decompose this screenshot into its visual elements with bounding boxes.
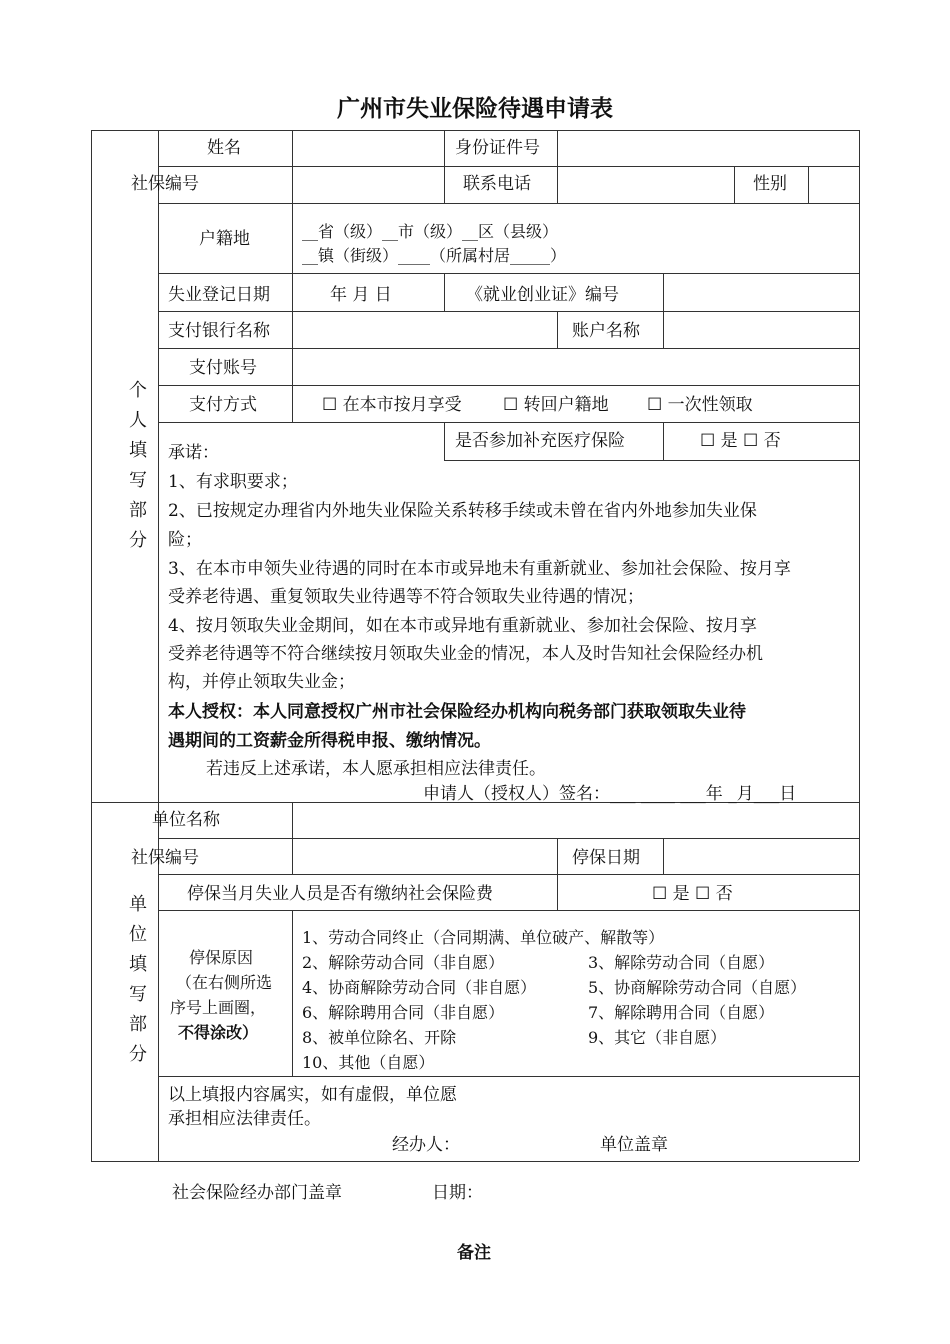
reason-option[interactable]: 5、协商解除劳动合同（自愿） bbox=[588, 978, 807, 997]
stop-date-label: 停保日期 bbox=[572, 848, 640, 868]
reason-option[interactable]: 1、劳动合同终止（合同期满、单位破产、解散等） bbox=[302, 928, 665, 947]
reason-option[interactable]: 4、协商解除劳动合同（非自愿） bbox=[302, 978, 537, 997]
reason-label: 序号上画圈， bbox=[170, 998, 267, 1017]
job-cert-field[interactable] bbox=[665, 275, 857, 309]
date-label: 日期： bbox=[432, 1183, 483, 1203]
social-no-field[interactable] bbox=[294, 168, 442, 201]
name-label: 姓名 bbox=[207, 138, 241, 158]
reason-option[interactable]: 10、其他（自愿） bbox=[302, 1053, 435, 1072]
reason-option[interactable]: 2、解除劳动合同（非自愿） bbox=[302, 953, 505, 972]
reason-option[interactable]: 6、解除聘用合同（非自愿） bbox=[302, 1003, 505, 1022]
promise-line: 险； bbox=[168, 530, 202, 550]
pay-method-label: 支付方式 bbox=[189, 395, 257, 415]
id-label: 身份证件号 bbox=[455, 138, 540, 158]
job-cert-label: 《就业创业证》编号 bbox=[466, 285, 619, 305]
form-title: 广州市失业保险待遇申请表 bbox=[337, 95, 613, 122]
phone-field[interactable] bbox=[559, 168, 732, 201]
bank-label: 支付银行名称 bbox=[168, 321, 270, 341]
reason-option[interactable]: 7、解除聘用合同（自愿） bbox=[588, 1003, 775, 1022]
reason-label: （在右侧所选 bbox=[176, 973, 273, 992]
unit-seal-label[interactable]: 单位盖章 bbox=[600, 1135, 668, 1155]
authorize-line: 本人授权：本人同意授权广州市社会保险经办机构向税务部门获取领取失业待 bbox=[168, 702, 746, 722]
supp-medical-label: 是否参加补充医疗保险 bbox=[455, 431, 625, 451]
account-name-field[interactable] bbox=[665, 313, 857, 346]
personal-section-label: 个人填写部分 bbox=[129, 380, 147, 551]
handler-label[interactable]: 经办人： bbox=[392, 1135, 460, 1155]
reason-option[interactable]: 9、其它（非自愿） bbox=[588, 1028, 727, 1047]
promise-title: 承诺： bbox=[168, 443, 219, 463]
promise-line: 2、已按规定办理省内外地失业保险关系转移手续或未曾在省内外地参加失业保 bbox=[168, 501, 757, 521]
promise-line: 受养老待遇、重复领取失业待遇等不符合领取失业待遇的情况； bbox=[168, 587, 644, 607]
promise-line: 1、有求职要求； bbox=[168, 472, 298, 492]
pay-option-lumpsum[interactable]: ☐ 一次性领取 bbox=[647, 395, 753, 415]
unit-social-no-label: 社保编号 bbox=[131, 848, 199, 868]
paid-insurance-options[interactable]: ☐ 是 ☐ 否 bbox=[652, 884, 733, 904]
gender-label: 性别 bbox=[753, 174, 787, 194]
name-field[interactable] bbox=[294, 132, 442, 164]
hukou-line1[interactable]: __省（级）__市（级）__区（县级） bbox=[302, 222, 559, 241]
unit-social-no-field[interactable] bbox=[294, 840, 555, 872]
promise-line: 3、在本市申领失业待遇的同时在本市或异地未有重新就业、参加社会保险、按月享 bbox=[168, 559, 791, 579]
unemp-date-label: 失业登记日期 bbox=[168, 285, 270, 305]
liability-statement: 若违反上述承诺，本人愿承担相应法律责任。 bbox=[206, 759, 546, 779]
pay-option-monthly[interactable]: ☐ 在本市按月享受 bbox=[322, 395, 462, 415]
office-seal-label: 社会保险经办部门盖章 bbox=[172, 1183, 342, 1203]
promise-line: 构，并停止领取失业金； bbox=[168, 672, 355, 692]
phone-label: 联系电话 bbox=[463, 174, 531, 194]
account-no-field[interactable] bbox=[294, 350, 857, 383]
supp-medical-options[interactable]: ☐ 是 ☐ 否 bbox=[700, 431, 781, 451]
unit-section-label: 单位填写部分 bbox=[129, 894, 147, 1065]
unit-name-field[interactable] bbox=[294, 804, 857, 836]
promise-line: 4、按月领取失业金期间，如在本市或异地有重新就业、参加社会保险、按月享 bbox=[168, 616, 757, 636]
authorize-line: 遇期间的工资薪金所得税申报、缴纳情况。 bbox=[168, 731, 491, 751]
account-no-label: 支付账号 bbox=[189, 358, 257, 378]
gender-field[interactable] bbox=[810, 168, 857, 201]
unemp-date-value[interactable]: 年 月 日 bbox=[330, 285, 392, 305]
reason-option[interactable]: 8、被单位除名、开除 bbox=[302, 1028, 457, 1047]
unit-name-label: 单位名称 bbox=[152, 810, 220, 830]
reason-label: 停保原因 bbox=[189, 948, 254, 967]
paid-insurance-label: 停保当月失业人员是否有缴纳社会保险费 bbox=[187, 884, 493, 904]
reason-option[interactable]: 3、解除劳动合同（自愿） bbox=[588, 953, 775, 972]
hukou-label: 户籍地 bbox=[199, 229, 250, 249]
account-name-label: 账户名称 bbox=[572, 321, 640, 341]
bank-field[interactable] bbox=[294, 313, 555, 346]
unit-declaration: 以上填报内容属实，如有虚假，单位愿 bbox=[168, 1085, 457, 1105]
promise-line: 受养老待遇等不符合继续按月领取失业金的情况，本人及时告知社会保险经办机 bbox=[168, 644, 763, 664]
reason-label-bold: 不得涂改） bbox=[178, 1023, 259, 1042]
applicant-signature-line[interactable]: 申请人（授权人）签名：___ ____ ___年 _月___日 bbox=[423, 784, 797, 804]
hukou-line2[interactable]: __镇（街级）____（所属村居_____） bbox=[302, 246, 567, 265]
unit-declaration: 承担相应法律责任。 bbox=[168, 1109, 321, 1129]
pay-option-transfer[interactable]: ☐ 转回户籍地 bbox=[503, 395, 609, 415]
remarks-label: 备注 bbox=[457, 1243, 491, 1263]
id-field[interactable] bbox=[559, 132, 857, 164]
social-no-label: 社保编号 bbox=[131, 174, 199, 194]
stop-date-field[interactable] bbox=[665, 840, 857, 872]
